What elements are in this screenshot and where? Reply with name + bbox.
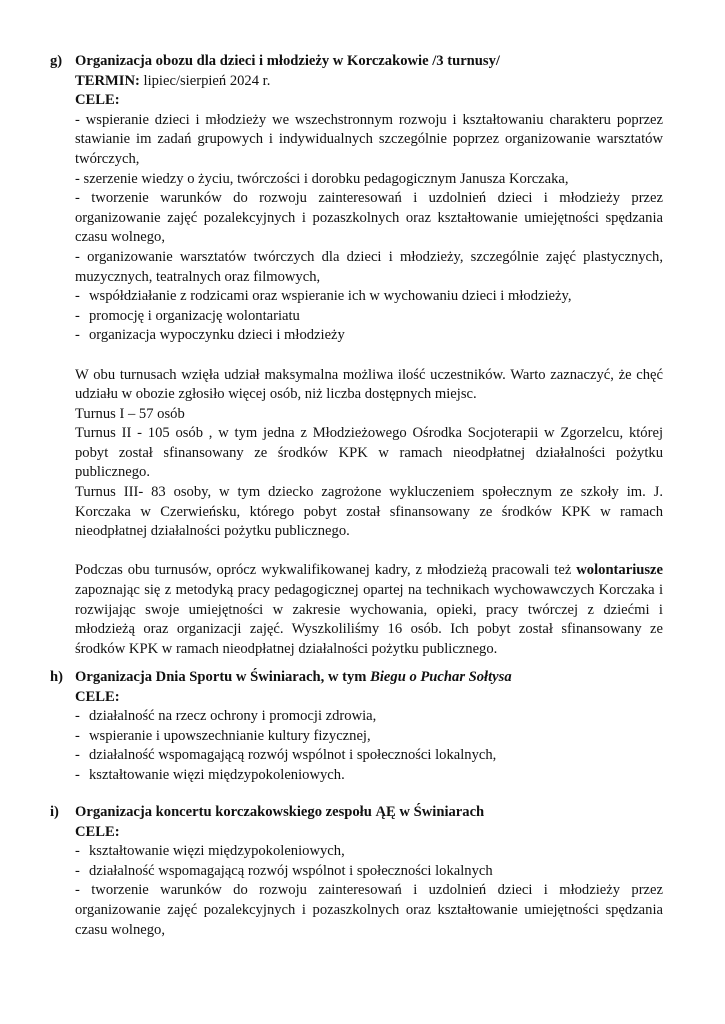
goal-text: działalność wspomagającą rozwój wspólnot i społeczności lokalnych [89, 862, 493, 879]
goal-item: - tworzenie warunków do rozwoju zainteresowań i uzdolnień dzieci i młodzieży przez organizowanie zajęć pozalekcyjnych i pozaszkolnych oraz kształtowanie umiejętności spędzania czasu wolnego, [75, 190, 663, 246]
goal-item [75, 727, 663, 747]
dash-bullet: - [75, 862, 80, 879]
term-line [75, 72, 663, 92]
goal-item: - tworzenie warunków do rozwoju zainteresowań i uzdolnień dzieci i młodzieży przez organizowanie zajęć pozalekcyjnych i pozaszkolnych oraz kształtowanie umiejętności spędzania czasu wolnego, [75, 882, 663, 938]
term-value: lipiec/sierpień 2024 r. [139, 72, 271, 89]
goal-item [75, 842, 663, 862]
goals-label: CELE: [75, 92, 120, 109]
paragraph-text: Podczas obu turnusów, oprócz wykwalifikowanej kadry, z młodzieżą pracowali też [75, 562, 577, 579]
goals-label: CELE: [75, 823, 120, 840]
section-title: Organizacja koncertu korczakowskiego zespołu ĄĘ w Świniarach [75, 804, 485, 820]
turnus-2: Turnus II - 105 osób , w tym jedna z Młodzieżowego Ośrodka Socjoterapii w Zgorzelcu, której pobyt został sfinansowany ze środków KPK w ramach nieodpłatnej działalności pożytku publicznego. [75, 425, 663, 481]
dash-bullet: - [75, 843, 80, 860]
section-letter: g) [50, 53, 63, 69]
section-letter: h) [50, 669, 63, 685]
goal-item [75, 707, 663, 727]
section-i [50, 803, 664, 940]
goal-item: - wspieranie dzieci i młodzieży we wszechstronnym rozwoju i kształtowaniu charakteru poprzez stawianie im zadań grupowych i indywidualnych szczególnie poprzez organizowanie warsztatów twórczych, [75, 111, 663, 167]
goal-text: współdziałanie z rodzicami oraz wspieranie ich w wychowaniu dzieci i młodzieży, [89, 288, 572, 305]
goals-label: CELE: [75, 688, 120, 705]
dash-bullet: - [75, 327, 80, 344]
dash-bullet: - [75, 307, 80, 324]
section-title [75, 668, 663, 688]
goal-item: - szerzenie wiedzy o życiu, twórczości i dorobku pedagogicznym Janusza Korczaka, [75, 170, 569, 187]
goal-text: kształtowanie więzi międzypokoleniowych. [89, 766, 345, 783]
goal-text: wspieranie i upowszechnianie kultury fizycznej, [89, 727, 371, 744]
title-text: Organizacja Dnia Sportu w Świniarach, w tym [75, 669, 371, 685]
section-title: Organizacja obozu dla dzieci i młodzieży w Korczakowie /3 turnusy/ [75, 53, 500, 69]
goal-text: kształtowanie więzi międzypokoleniowych, [89, 843, 345, 860]
goal-text: promocję i organizację wolontariatu [89, 307, 300, 324]
paragraph-text: zapoznając się z metodyką pracy pedagogicznej opartej na technikach wychowawczych Korczaka i rozwijając swoje umiejętności w zakresie wychowania, opieki, pracy twórczej z dziećmi i młodzieżą oraz organizacji zajęć. Wyszkoliliśmy 16 osób. Ich pobyt został sfinansowany ze środków KPK w ramach nieodpłatnej działalności pożytku publicznego. [75, 582, 663, 657]
section-letter: i) [50, 804, 59, 820]
section-h [50, 668, 664, 786]
goal-item [75, 766, 663, 786]
turnus-1: Turnus I – 57 osób [75, 405, 185, 422]
dash-bullet: - [75, 747, 80, 764]
section-g [50, 52, 664, 659]
title-italic: Biegu o Puchar Sołtysa [370, 669, 512, 685]
dash-bullet: - [75, 708, 80, 725]
volunteers-emphasis: wolontariusze [576, 562, 663, 579]
volunteers-paragraph [75, 561, 663, 659]
dash-bullet: - [75, 766, 80, 783]
dash-bullet: - [75, 288, 80, 305]
goal-item [75, 307, 663, 327]
goal-text: działalność na rzecz ochrony i promocji zdrowia, [89, 708, 377, 725]
term-label: TERMIN: [75, 72, 140, 89]
goal-text: organizacja wypoczynku dzieci i młodzieży [89, 327, 345, 344]
participation-paragraph: W obu turnusach wzięła udział maksymalna możliwa ilość uczestników. Warto zaznaczyć, że chęć udziału w obozie zgłosiło więcej osób, niż liczba dostępnych miejsc. [75, 366, 663, 403]
goal-text: działalność wspomagającą rozwój wspólnot i społeczności lokalnych, [89, 747, 497, 764]
goal-item [75, 326, 663, 346]
goal-item: - organizowanie warsztatów twórczych dla dzieci i młodzieży, szczególnie zajęć plastycznych, muzycznych, teatralnych oraz filmowych, [75, 248, 663, 285]
dash-bullet: - [75, 727, 80, 744]
turnus-3: Turnus III- 83 osoby, w tym dziecko zagrożone wykluczeniem społecznym ze szkoły im. J. Korczaka w Czerwieńsku, którego pobyt został sfinansowany ze środków KPK w ramach nieodpłatnej działalności pożytku publicznego. [75, 484, 663, 540]
goal-item [75, 746, 663, 766]
goal-item [75, 862, 663, 882]
goal-item [75, 287, 663, 307]
